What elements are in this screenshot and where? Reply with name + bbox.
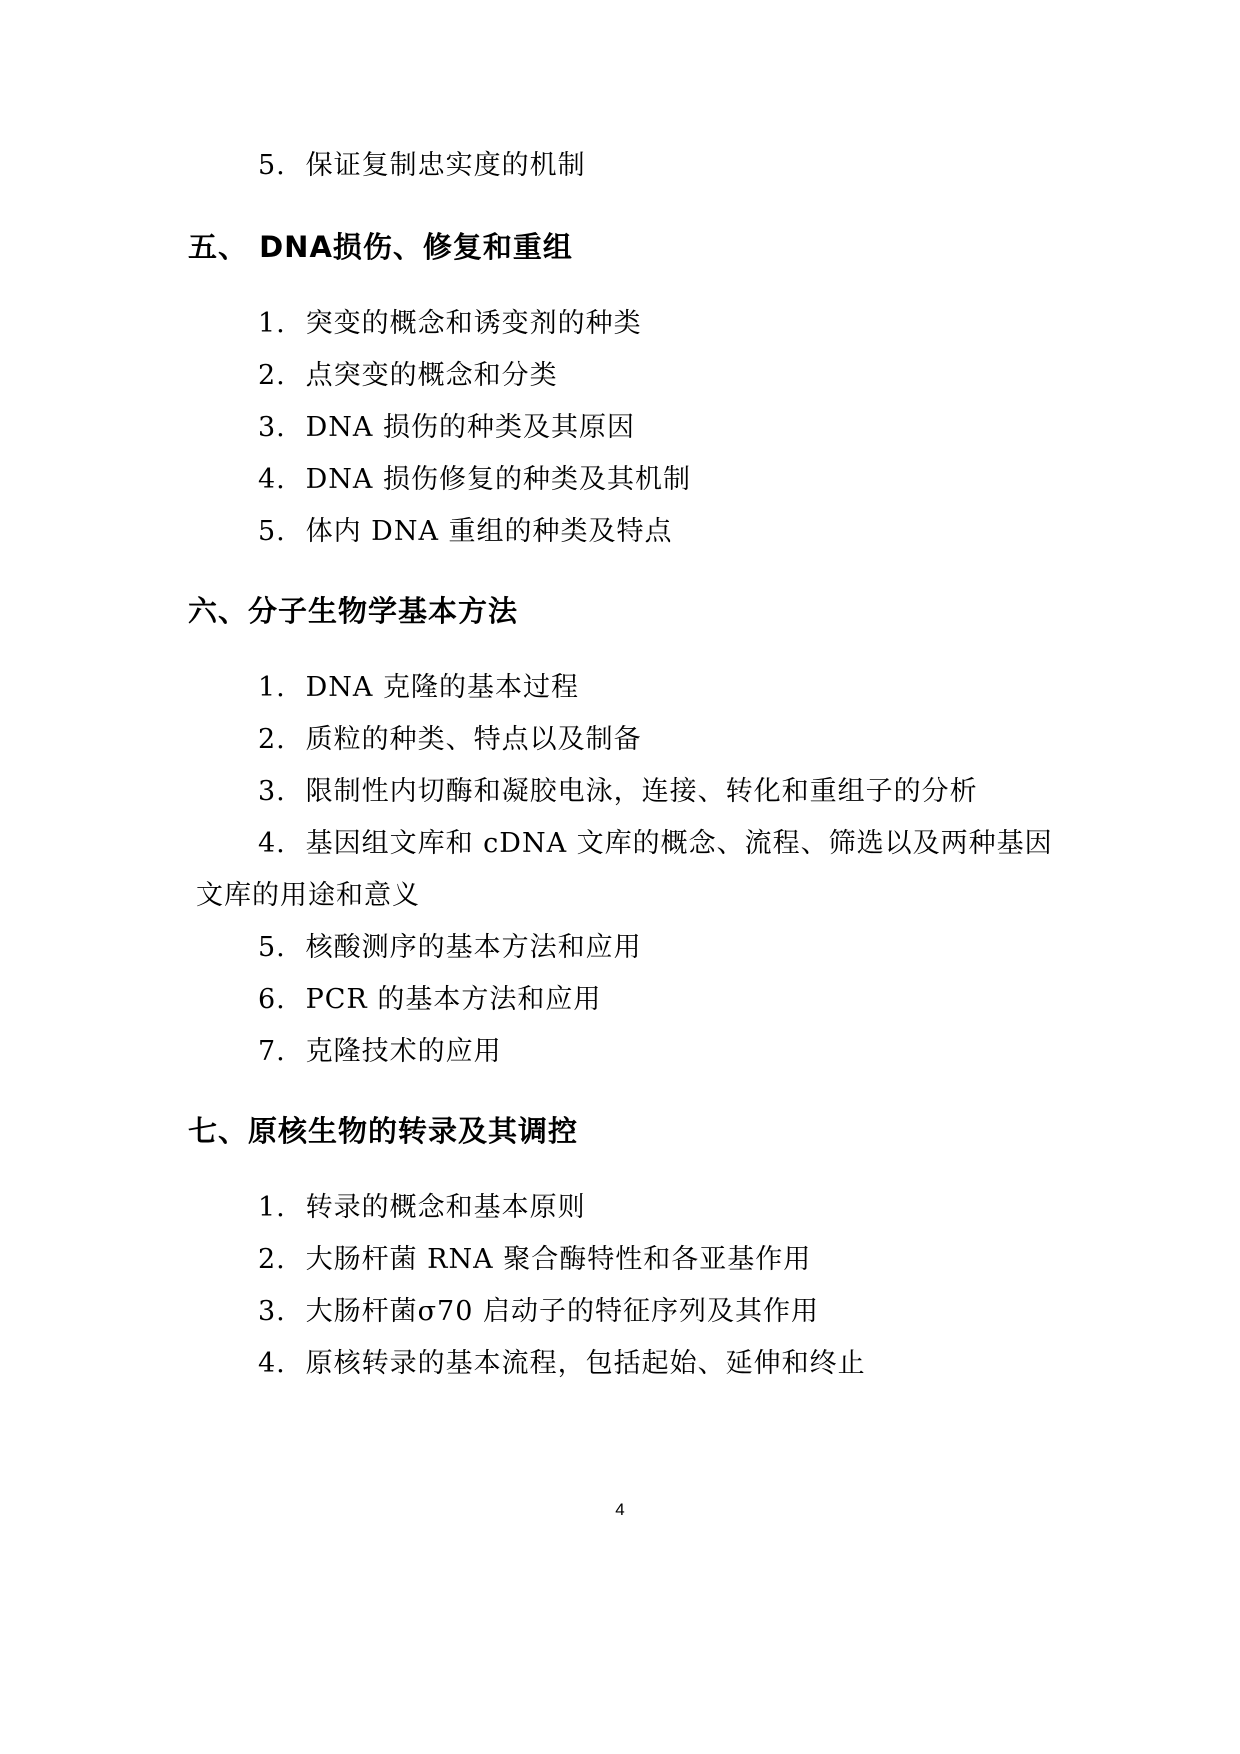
list-item-continuation: 文库的用途和意义 bbox=[196, 880, 420, 911]
item-number: 6. bbox=[258, 984, 286, 1015]
item-number: 3. bbox=[258, 776, 286, 807]
item-text: 点突变的概念和分类 bbox=[305, 360, 558, 391]
item-number: 3. bbox=[258, 1296, 286, 1327]
item-text: 核酸测序的基本方法和应用 bbox=[305, 932, 642, 963]
item-text: 转录的概念和基本原则 bbox=[305, 1192, 586, 1223]
item-text: PCR 的基本方法和应用 bbox=[305, 984, 602, 1015]
list-item bbox=[258, 1034, 502, 1070]
item-number: 4. bbox=[258, 464, 286, 495]
item-number: 5. bbox=[258, 516, 286, 547]
list-item bbox=[258, 982, 601, 1018]
item-number: 2. bbox=[258, 724, 286, 755]
section-heading-5: 五、 DNA损伤、修复和重组 bbox=[188, 230, 573, 264]
list-item bbox=[258, 462, 691, 498]
section-heading-7: 七、原核生物的转录及其调控 bbox=[188, 1114, 579, 1148]
item-text: 体内 DNA 重组的种类及特点 bbox=[305, 516, 673, 547]
list-item bbox=[258, 670, 579, 706]
list-item bbox=[258, 410, 635, 446]
item-number: 1. bbox=[258, 308, 286, 339]
item-text: 大肠杆菌 RNA 聚合酶特性和各亚基作用 bbox=[305, 1244, 812, 1275]
item-text: 限制性内切酶和凝胶电泳，连接、转化和重组子的分析 bbox=[305, 776, 978, 807]
list-item bbox=[258, 306, 642, 342]
item-number: 4. bbox=[258, 1348, 286, 1379]
list-item bbox=[258, 148, 586, 184]
item-number: 4. bbox=[258, 828, 286, 859]
section-heading-6: 六、分子生物学基本方法 bbox=[188, 594, 519, 628]
list-item bbox=[258, 1242, 811, 1278]
list-item bbox=[258, 514, 673, 550]
item-number: 5. bbox=[258, 150, 286, 181]
item-text: 基因组文库和 cDNA 文库的概念、流程、筛选以及两种基因 bbox=[305, 828, 1053, 859]
item-text: DNA 克隆的基本过程 bbox=[305, 672, 579, 703]
item-text: 突变的概念和诱变剂的种类 bbox=[305, 308, 642, 339]
item-text: 质粒的种类、特点以及制备 bbox=[305, 724, 642, 755]
list-item bbox=[258, 1294, 819, 1330]
item-number: 1. bbox=[258, 1192, 286, 1223]
item-number: 1. bbox=[258, 672, 286, 703]
item-number: 3. bbox=[258, 412, 286, 443]
list-item bbox=[258, 1346, 866, 1382]
item-number: 7. bbox=[258, 1036, 286, 1067]
item-number: 2. bbox=[258, 360, 286, 391]
item-number: 2. bbox=[258, 1244, 286, 1275]
item-text: 克隆技术的应用 bbox=[305, 1036, 502, 1067]
list-item bbox=[258, 774, 978, 810]
list-item bbox=[258, 826, 1053, 862]
item-text: DNA 损伤的种类及其原因 bbox=[305, 412, 635, 443]
list-item bbox=[258, 722, 642, 758]
item-number: 5. bbox=[258, 932, 286, 963]
item-text: DNA 损伤修复的种类及其机制 bbox=[305, 464, 691, 495]
item-text: 原核转录的基本流程，包括起始、延伸和终止 bbox=[305, 1348, 866, 1379]
list-item bbox=[258, 358, 558, 394]
item-text: 大肠杆菌σ70 启动子的特征序列及其作用 bbox=[305, 1296, 819, 1327]
item-text: 保证复制忠实度的机制 bbox=[305, 150, 586, 181]
page-number: 4 bbox=[615, 1500, 625, 1519]
list-item bbox=[258, 1190, 586, 1226]
list-item bbox=[258, 930, 642, 966]
